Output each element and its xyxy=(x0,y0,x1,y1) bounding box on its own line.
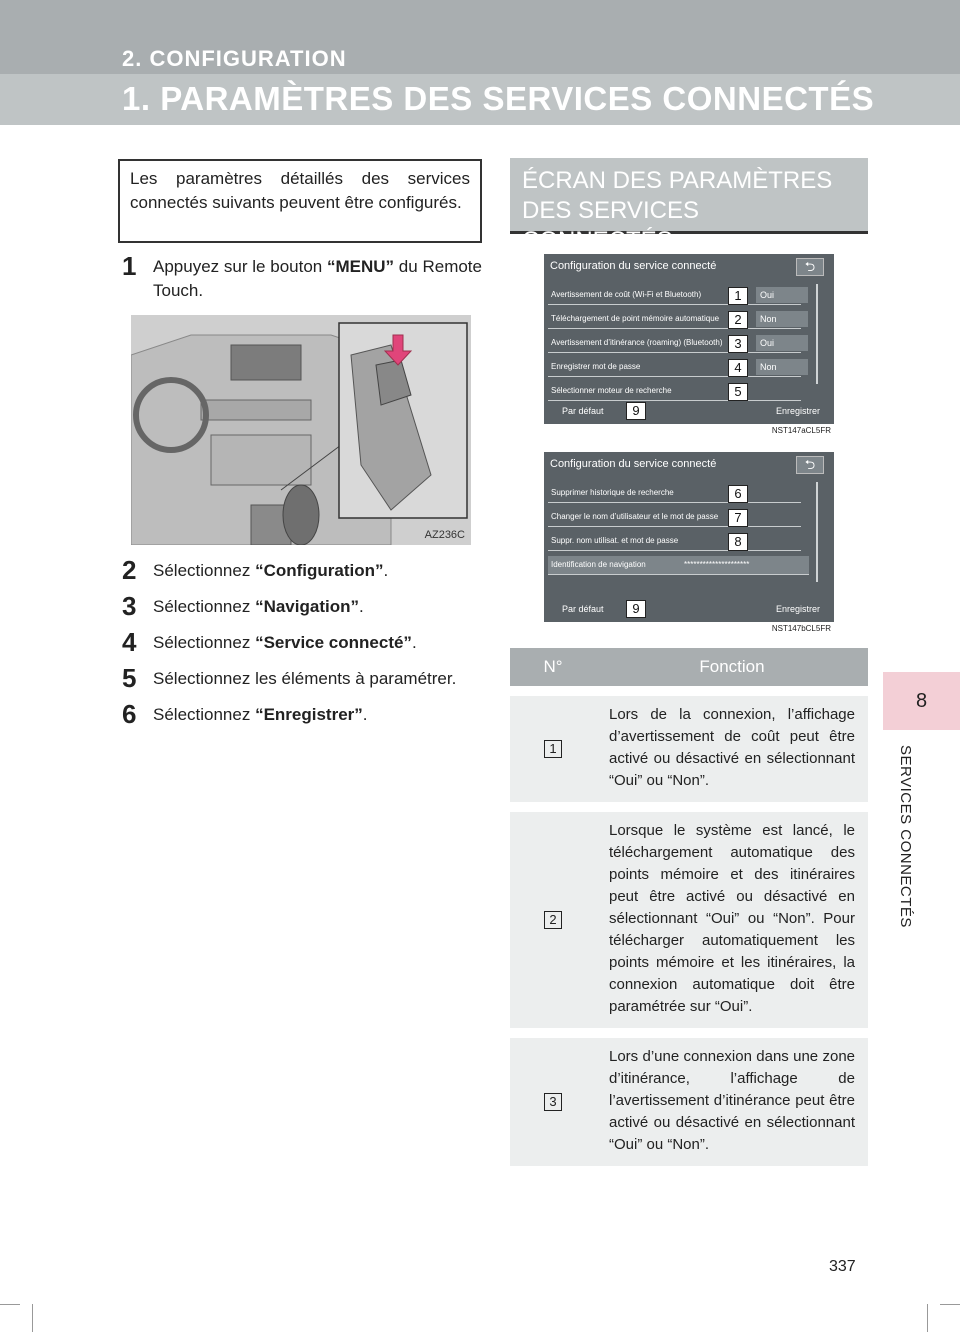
step-text: . xyxy=(358,597,364,616)
row-label: Sélectionner moteur de recherche xyxy=(551,386,672,395)
value-auto-download[interactable]: Non xyxy=(756,311,808,327)
step-keyword: “Service connecté” xyxy=(255,633,412,652)
step-text: Sélectionnez xyxy=(153,633,256,652)
step-keyword: “Configuration” xyxy=(255,561,384,580)
step-text: Sélectionnez xyxy=(153,597,256,616)
crop-mark xyxy=(927,1304,928,1332)
table-row xyxy=(510,691,868,807)
section-heading: ÉCRAN DES PARAMÈTRES DES SERVICES CONNECTÉS xyxy=(510,158,868,234)
row-label: Avertissement d’itinérance (roaming) (Bluetooth) xyxy=(551,338,723,347)
column-header-function: Fonction xyxy=(596,648,868,691)
step-1 xyxy=(118,251,482,303)
step-keyword: “Enregistrer” xyxy=(255,705,363,724)
dashboard-drawing xyxy=(131,315,471,545)
callout-badge: 3 xyxy=(728,335,748,353)
function-table xyxy=(510,648,868,1166)
screen-title: Configuration du service connecté xyxy=(550,260,717,272)
row-change-credentials[interactable] xyxy=(548,508,801,527)
step-number: 6 xyxy=(122,699,137,729)
screen-title: Configuration du service connecté xyxy=(550,458,717,470)
callout-number: 1 xyxy=(544,740,562,758)
masked-value: ********************* xyxy=(684,560,750,569)
scrollbar[interactable] xyxy=(816,284,818,384)
callout-badge: 5 xyxy=(728,383,748,401)
table-row xyxy=(510,807,868,1033)
row-number-cell xyxy=(510,807,596,1033)
table-row xyxy=(510,1033,868,1166)
callout-badge: 6 xyxy=(728,485,748,503)
row-label: Avertissement de coût (Wi-Fi et Bluetooth) xyxy=(551,290,702,299)
step-text: Sélectionnez xyxy=(153,561,256,580)
default-button[interactable]: Par défaut xyxy=(562,604,604,614)
page-header xyxy=(0,0,960,125)
step-number: 1 xyxy=(122,251,137,281)
row-function-cell: Lors de la connexion, l’affichage d’avertissement de coût peut être activé ou désactivé en sélectionnant “Oui” ou “Non”. xyxy=(596,691,868,807)
callout-badge: 1 xyxy=(728,287,748,305)
settings-screen-2 xyxy=(544,452,834,633)
value-cost-warning[interactable]: Oui xyxy=(756,287,808,303)
save-button[interactable]: Enregistrer xyxy=(776,406,821,416)
step-keyword: “Navigation” xyxy=(255,597,359,616)
step-5 xyxy=(118,663,482,693)
step-text: Sélectionnez xyxy=(153,705,256,724)
step-3 xyxy=(118,591,482,621)
row-navigation-id xyxy=(548,556,809,575)
step-number: 3 xyxy=(122,591,137,621)
row-label: Téléchargement de point mémoire automatique xyxy=(551,314,720,323)
chapter-tab: 8 xyxy=(883,672,960,730)
step-number: 2 xyxy=(122,555,137,585)
back-icon[interactable]: ⮌ xyxy=(796,456,824,474)
callout-number: 3 xyxy=(544,1093,562,1111)
image-code: NST147bCL5FR xyxy=(769,623,834,635)
page-number: 337 xyxy=(829,1258,856,1275)
crop-mark xyxy=(940,1304,960,1305)
callout-badge: 4 xyxy=(728,359,748,377)
section-label: 2. CONFIGURATION xyxy=(122,46,347,71)
row-function-cell: Lorsque le système est lancé, le téléchargement automatique des points mémoire et des itinéraires peut être activé ou désactivé en sélectionnant “Oui” ou “Non”. Pour télécharger automatiquement les points mémoire et les itinéraires, la connexion automatique doit être paramétrée sur “Oui”. xyxy=(596,807,868,1033)
page-title: 1. PARAMÈTRES DES SERVICES CONNECTÉS xyxy=(122,80,875,117)
table-header-row xyxy=(510,648,868,691)
crop-mark xyxy=(32,1304,33,1332)
image-code: NST147aCL5FR xyxy=(769,425,834,437)
row-label: Supprimer historique de recherche xyxy=(551,488,674,497)
scrollbar[interactable] xyxy=(816,482,818,582)
back-icon[interactable]: ⮌ xyxy=(796,258,824,276)
callout-badge: 2 xyxy=(728,311,748,329)
chapter-side-label: SERVICES CONNECTÉS xyxy=(897,745,914,928)
row-search-engine[interactable] xyxy=(548,382,801,401)
screen-footer xyxy=(548,600,832,618)
row-delete-history[interactable] xyxy=(548,484,801,503)
save-button[interactable]: Enregistrer xyxy=(776,604,821,614)
step-text: Appuyez sur le bouton xyxy=(153,257,327,276)
step-text: . xyxy=(362,705,368,724)
default-button[interactable]: Par défaut xyxy=(562,406,604,416)
row-label: Identification de navigation xyxy=(551,560,646,569)
callout-badge: 8 xyxy=(728,533,748,551)
dashboard-illustration xyxy=(131,315,471,545)
crop-mark xyxy=(0,1304,20,1305)
step-text: du Remote Touch. xyxy=(153,257,482,300)
row-label: Enregistrer mot de passe xyxy=(551,362,641,371)
step-text: . xyxy=(383,561,389,580)
row-number-cell xyxy=(510,691,596,807)
value-roaming-warning[interactable]: Oui xyxy=(756,335,808,351)
step-number: 4 xyxy=(122,627,137,657)
step-2 xyxy=(118,555,482,585)
row-function-cell: Lors d’une connexion dans une zone d’itinérance, l’affichage de l’avertissement d’itinérance peut être activé ou désactivé en sélectionnant “Oui” ou “Non”. xyxy=(596,1033,868,1166)
screen-footer xyxy=(548,402,832,420)
intro-box: Les paramètres détaillés des services connectés suivants peuvent être configurés. xyxy=(118,159,482,243)
callout-number: 2 xyxy=(544,911,562,929)
callout-badge: 7 xyxy=(728,509,748,527)
step-text: Sélectionnez les éléments à paramétrer. xyxy=(153,669,457,688)
step-text: . xyxy=(411,633,417,652)
settings-screen-1 xyxy=(544,254,834,435)
step-keyword: “MENU” xyxy=(327,257,395,276)
row-label: Changer le nom d’utilisateur et le mot de passe xyxy=(551,512,719,521)
value-save-password[interactable]: Non xyxy=(756,359,808,375)
row-number-cell xyxy=(510,1033,596,1166)
image-code: AZ236C xyxy=(424,529,465,541)
step-number: 5 xyxy=(122,663,137,693)
callout-badge: 9 xyxy=(626,402,646,420)
row-label: Suppr. nom utilisat. et mot de passe xyxy=(551,536,679,545)
step-6 xyxy=(118,699,482,729)
column-header-no: N° xyxy=(510,648,596,691)
step-4 xyxy=(118,627,482,657)
row-delete-credentials[interactable] xyxy=(548,532,801,551)
callout-badge: 9 xyxy=(626,600,646,618)
